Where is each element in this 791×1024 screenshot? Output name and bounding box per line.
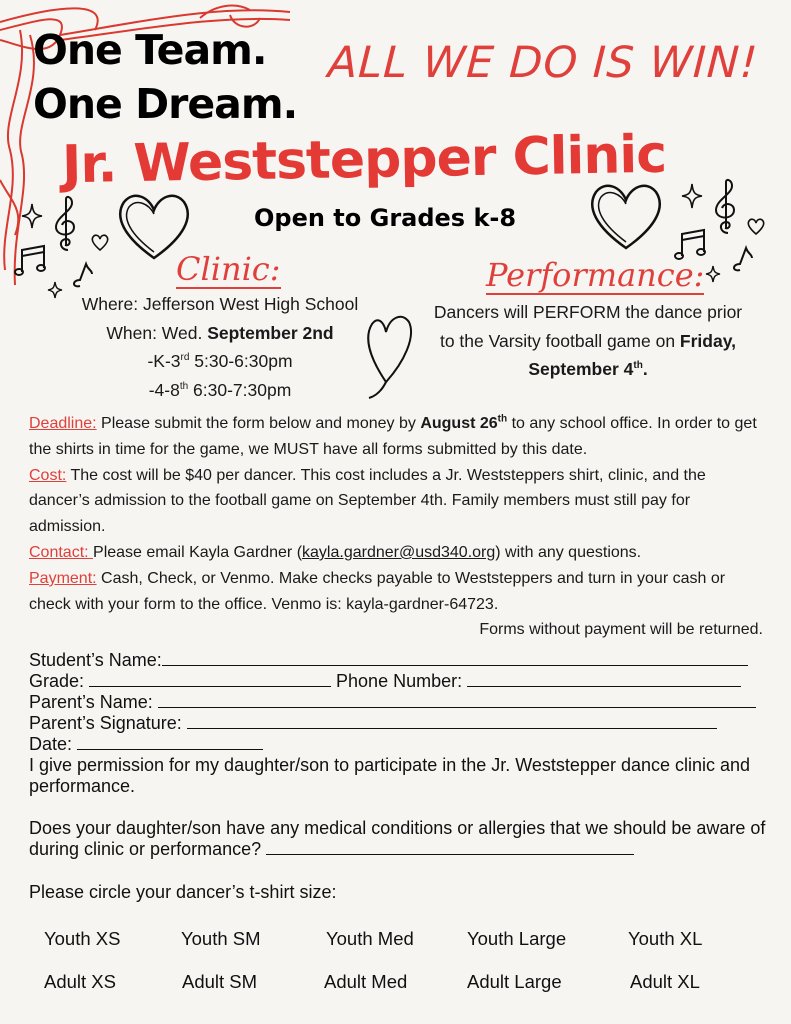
performance-line-2: to the Varsity football game on Friday, — [439, 330, 737, 351]
headline-line-1: One Team. — [33, 26, 267, 74]
permission-text: I give permission for my daughter/son to participate in the Jr. Weststepper dance clinic and performance. — [29, 755, 751, 796]
music-note-icon — [70, 262, 94, 292]
grades-subtitle: Open to Grades k-8 — [254, 204, 517, 232]
parent-signature-field[interactable] — [187, 713, 717, 729]
size-option-adult-xs[interactable]: Adult XS — [44, 971, 116, 992]
cost-label: Cost: — [29, 466, 67, 484]
contact-paragraph: Contact: Please email Kayla Gardner (kayla.gardner@usd340.org) with any questions. — [29, 543, 642, 561]
heart-icon — [586, 182, 666, 252]
small-heart-icon — [746, 218, 766, 236]
clinic-slot-48: -4-8th 6:30-7:30pm — [148, 379, 292, 400]
clinic-when: When: Wed. September 2nd — [106, 322, 334, 343]
music-note-icon — [14, 244, 50, 278]
size-option-adult-large[interactable]: Adult Large — [467, 971, 562, 992]
shirt-size-prompt: Please circle your dancer’s t-shirt size: — [29, 882, 337, 902]
clinic-where: Where: Jefferson West High School — [81, 294, 359, 314]
medical-question: Does your daughter/son have any medical conditions or allergies that we should be aware of during clinic or performance? — [29, 818, 766, 859]
size-option-adult-sm[interactable]: Adult SM — [182, 971, 258, 992]
treble-clef-icon — [50, 195, 80, 255]
size-option-youth-xs[interactable]: Youth XS — [44, 928, 121, 949]
performance-line-3: September 4th. — [528, 359, 648, 379]
payment-paragraph: Payment: Cash, Check, or Venmo. Make checks payable to Weststeppers and turn in your cash or check with your form to the office. Venmo is: kayla-gardner-64723. — [29, 569, 726, 613]
phone-field[interactable] — [467, 671, 741, 687]
grade-phone-row: Grade: Phone Number: — [29, 671, 769, 692]
clinic-details — [60, 290, 380, 404]
parent-name-row: Parent’s Name: — [29, 692, 769, 713]
grade-field[interactable] — [89, 671, 331, 687]
cost-paragraph: Cost: The cost will be $40 per dancer. This cost includes a Jr. Weststeppers shirt, clinic, and the dancer’s admission to the football game on September 4th. Family members must still pay for admission. — [29, 466, 706, 536]
small-heart-icon — [90, 234, 110, 252]
deadline-label: Deadline: — [29, 415, 97, 432]
page-title: Jr. Weststepper Clinic — [61, 124, 667, 196]
sparkle-icon — [22, 204, 42, 228]
sparkle-icon — [682, 184, 702, 208]
treble-clef-icon — [710, 178, 740, 238]
parent-signature-row: Parent’s Signature: — [29, 713, 769, 734]
parent-name-field[interactable] — [158, 692, 756, 708]
size-option-adult-med[interactable]: Adult Med — [324, 971, 408, 992]
student-name-row: Student’s Name: — [29, 650, 769, 671]
slogan: ALL WE DO IS WIN! — [326, 38, 760, 88]
student-name-field[interactable] — [162, 650, 748, 666]
performance-line-1: Dancers will PERFORM the dance prior — [433, 302, 743, 322]
payment-label: Payment: — [29, 569, 97, 587]
clinic-heading: Clinic: — [176, 250, 281, 288]
performance-details — [408, 298, 768, 384]
performance-heading: Performance: — [486, 256, 705, 294]
size-option-adult-xl[interactable]: Adult XL — [630, 971, 700, 992]
sparkle-icon — [706, 266, 720, 282]
size-option-youth-large[interactable]: Youth Large — [467, 928, 567, 949]
size-option-youth-med[interactable]: Youth Med — [326, 928, 414, 949]
size-option-youth-sm[interactable]: Youth SM — [181, 928, 261, 949]
payment-note: Forms without payment will be returned. — [479, 621, 763, 639]
date-field[interactable] — [77, 734, 263, 750]
size-option-youth-xl[interactable]: Youth XL — [628, 928, 703, 949]
contact-email-link[interactable]: kayla.gardner@usd340.org — [302, 543, 496, 561]
info-section — [29, 411, 769, 643]
clinic-slot-k3: -K-3rd 5:30-6:30pm — [147, 351, 293, 371]
contact-label: Contact: — [29, 543, 94, 561]
deadline-paragraph: Deadline: Please submit the form below and money by August 26th to any school office. In order to get the shirts in time for the game, we MUST have all forms submitted by this date. — [29, 413, 757, 458]
registration-form — [29, 650, 769, 903]
medical-field[interactable] — [266, 839, 634, 855]
headline-line-2: One Dream. — [33, 80, 298, 128]
date-row: Date: — [29, 734, 769, 755]
music-note-icon — [730, 246, 754, 276]
